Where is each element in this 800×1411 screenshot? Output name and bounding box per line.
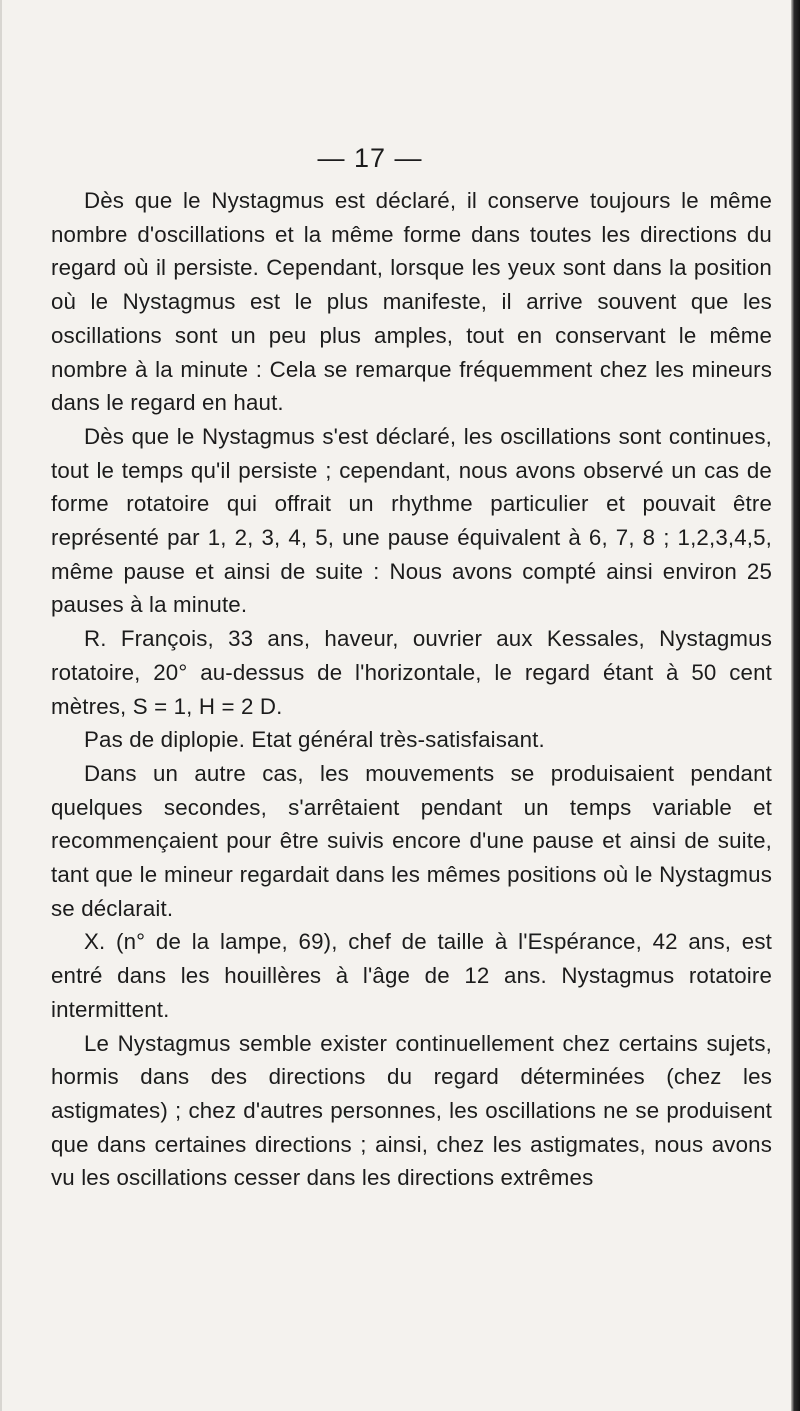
- paragraph-6: X. (n° de la lampe, 69), chef de taille à l'Espérance, 42 ans, est entré dans les houillères à l'âge de 12 ans. Nystagmus rotatoire intermittent.: [51, 929, 772, 1022]
- paragraph-1: Dès que le Nystagmus est déclaré, il conserve toujours le même nombre d'oscillations et la même forme dans toutes les directions du regard où il persiste. Cependant, lorsque les yeux sont dans la position où le Nystagmus est le plus manifeste, il arrive souvent que les oscillations sont un peu plus amples, tout en conservant le même nombre à la minute : Cela se remarque fréquemment chez les mineurs dans le regard en haut.: [51, 188, 772, 416]
- paragraph-2: Dès que le Nystagmus s'est déclaré, les oscillations sont continues, tout le temps qu'il persiste ; cependant, nous avons observé un cas de forme rotatoire qui offrait un rhythme particulier et pouvait être représenté par 1, 2, 3, 4, 5, une pause équivalent à 6, 7, 8 ; 1,2,3,4,5, même pause et ainsi de suite : Nous avons compté ainsi environ 25 pauses à la minute.: [51, 423, 772, 618]
- paragraph-4: Pas de diplopie. Etat général très-satisfaisant.: [84, 727, 545, 753]
- page-left-edge: [0, 0, 2, 1411]
- paragraph-5: Dans un autre cas, les mouvements se produisaient pendant quelques secondes, s'arrêtaient pendant un temps variable et recommençaient pour être suivis encore d'une pause et ainsi de suite, tant que le mineur regardait dans les mêmes positions où le Nystagmus se déclarait.: [51, 760, 772, 921]
- paragraph-7: Le Nystagmus semble exister continuellement chez certains sujets, hormis dans des directions du regard déterminées (chez les astigmates) ; chez d'autres personnes, les oscillations ne se produisent que dans certaines directions ; ainsi, chez les astigmates, nous avons vu les oscillations cesser dans les directions extrêmes: [51, 1030, 772, 1191]
- paragraph-3: R. François, 33 ans, haveur, ouvrier aux Kessales, Nystagmus rotatoire, 20° au-dessus de l'horizontale, le regard étant à 50 cent mètres, S = 1, H = 2 D.: [51, 626, 772, 719]
- page-number: — 17 —: [317, 143, 423, 173]
- page-binding-edge: [791, 0, 800, 1411]
- body-text: [51, 184, 772, 1195]
